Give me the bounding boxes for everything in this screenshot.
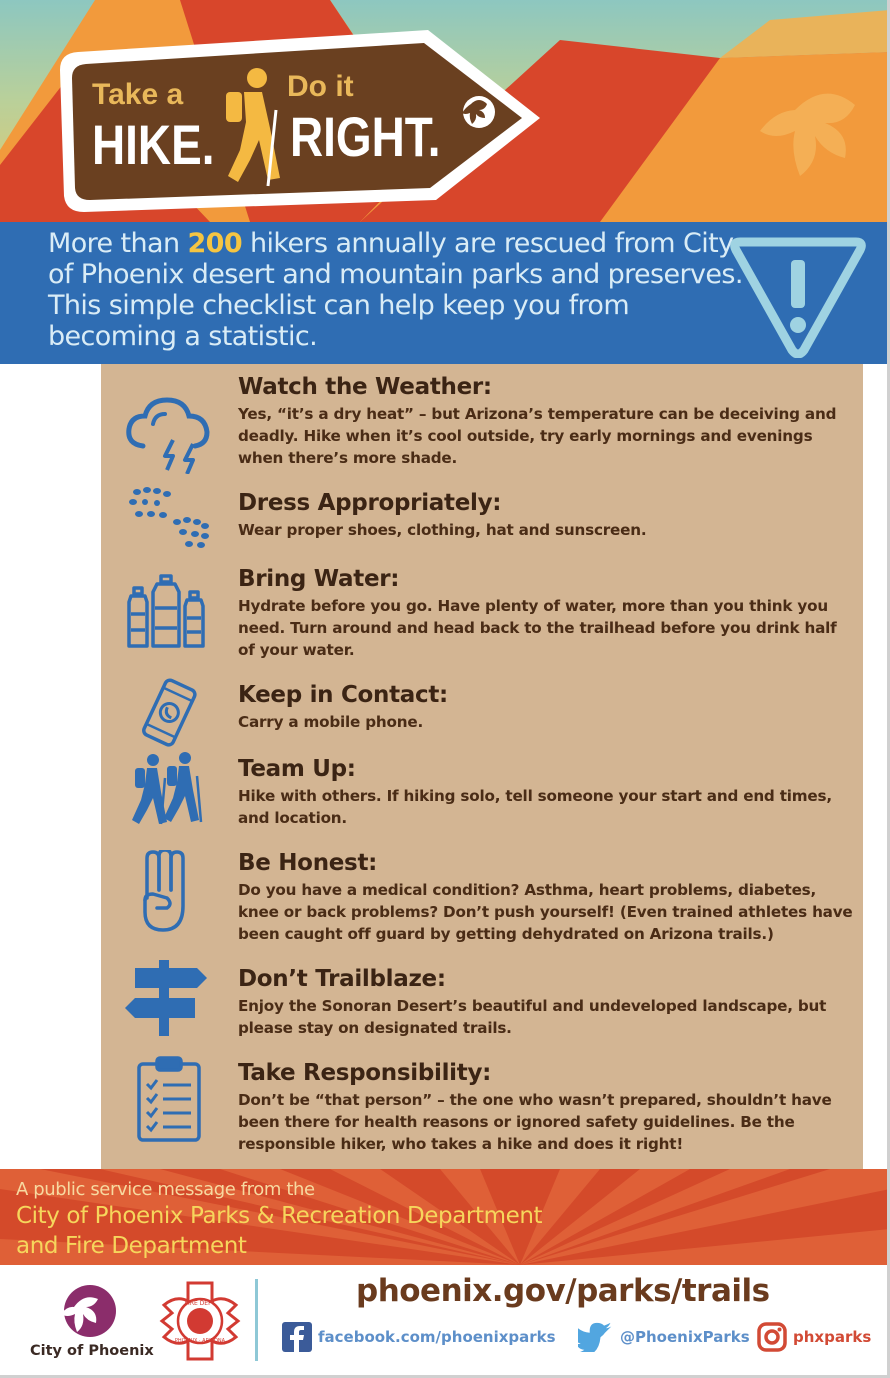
tag-right: RIGHT. [290, 105, 441, 168]
facebook-handle: facebook.com/phoenixparks [318, 1328, 556, 1346]
water-bottles-icon [123, 574, 213, 650]
item-title: Watch the Weather: [238, 374, 492, 400]
psm-department-2: and Fire Department [16, 1233, 247, 1259]
item-title: Dress Appropriately: [238, 490, 502, 516]
warning-triangle-icon [728, 228, 868, 358]
rescue-count: 200 [187, 228, 243, 259]
item-body: Hydrate before you go. Have plenty of water, more than you think you need. Turn around and head back to the trailhead before you drink half of your water. [238, 597, 837, 659]
banner-text-end: hikers annually are rescued from City of Phoenix desert and mountain parks and preserves. This simple checklist can help keep you from becoming a statistic. [48, 228, 743, 352]
item-body: Carry a mobile phone. [238, 713, 424, 731]
item-title: Take Responsibility: [238, 1060, 492, 1086]
item-body: Wear proper shoes, clothing, hat and sunscreen. [238, 521, 647, 539]
footprints-icon [123, 482, 215, 552]
instagram-handle: phxparks [793, 1328, 872, 1346]
storm-cloud-icon [123, 394, 213, 474]
item-title: Be Honest: [238, 850, 378, 876]
instagram-icon [757, 1322, 787, 1352]
checklist-panel [101, 364, 863, 1169]
item-body: Hike with others. If hiking solo, tell someone your start and end times, and location. [238, 787, 832, 827]
item-body: Enjoy the Sonoran Desert’s beautiful and undeveloped landscape, but please stay on designated trails. [238, 997, 827, 1037]
clipboard-checklist-icon [123, 1054, 213, 1144]
city-name: City of Phoenix [30, 1343, 154, 1359]
tag-hike: HIKE. [92, 113, 215, 176]
banner-text-start: More than [48, 228, 188, 259]
item-body: Don’t be “that person” – the one who wasn’t prepared, shouldn’t have been there for health reasons or ignored safety guidelines. Be the responsible hiker, who takes a hike and does it right! [238, 1091, 832, 1153]
fire-badge-bottom-text: PHOENIX · ARIZONA [174, 1338, 226, 1344]
city-phoenix-logo-icon [60, 1283, 120, 1339]
footer-strip [0, 1265, 890, 1378]
facebook-icon [282, 1322, 312, 1352]
fire-badge-top-text: FIRE DEPT [184, 1300, 216, 1307]
item-title: Don’t Trailblaze: [238, 966, 446, 992]
psm-intro: A public service message from the [16, 1179, 315, 1200]
fire-department-badge-icon [158, 1279, 242, 1363]
facebook-link[interactable] [282, 1321, 556, 1353]
item-body: Yes, “it’s a dry heat” – but Arizona’s temperature can be deceiving and deadly. Hike when it’s cool outside, try early mornings and evenings when there’s more shade. [238, 405, 837, 467]
banner-text [48, 228, 748, 352]
footer-divider [255, 1279, 258, 1361]
trails-url-link[interactable]: phoenix.gov/parks/trails [356, 1273, 770, 1309]
item-title: Keep in Contact: [238, 682, 448, 708]
twitter-link[interactable] [578, 1321, 750, 1353]
psm-department-1: City of Phoenix Parks & Recreation Department [16, 1203, 543, 1229]
tag-do-it: Do it [287, 70, 354, 103]
signpost-icon [123, 960, 213, 1036]
twitter-icon [578, 1322, 614, 1352]
poster-header [0, 0, 890, 222]
item-body: Do you have a medical condition? Asthma, heart problems, diabetes, knee or back problems? Don’t push yourself! (Even trained athletes have been caught off guard by getting dehydrated on Arizona trails.) [238, 881, 853, 943]
item-title: Team Up: [238, 756, 356, 782]
tag-take-a: Take a [92, 78, 184, 111]
item-title: Bring Water: [238, 566, 400, 592]
public-service-message [0, 1169, 890, 1265]
scout-honor-hand-icon [123, 850, 213, 934]
mobile-phone-icon [123, 678, 213, 748]
instagram-link[interactable] [757, 1321, 871, 1353]
rescue-stat-banner [0, 222, 890, 364]
twitter-handle: @PhoenixParks [620, 1328, 750, 1346]
two-hikers-icon [123, 752, 213, 828]
